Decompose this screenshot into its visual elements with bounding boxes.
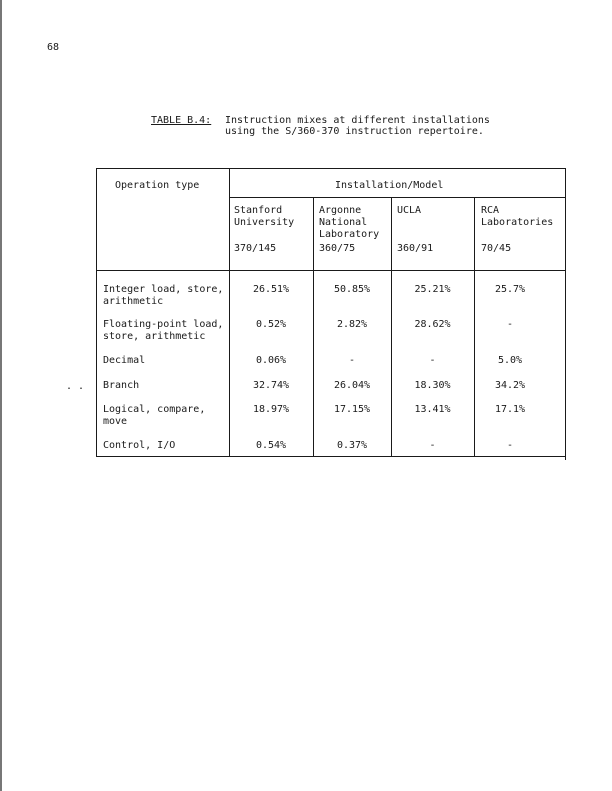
page-number: 68 [47, 42, 60, 53]
cell-value: - [506, 319, 514, 330]
margin-mark: . . [66, 381, 85, 392]
cell-value: 18.30% [414, 380, 451, 391]
cell-value: 0.37% [336, 440, 368, 451]
cell-value: 26.04% [333, 380, 371, 391]
cell-value: - [506, 440, 514, 451]
cell-value: 17.1% [494, 404, 526, 415]
row-operation: Floating-point load, store, arithmetic [103, 319, 224, 342]
row-operation: Control, I/O [103, 440, 176, 451]
cell-value: 2.82% [336, 319, 368, 330]
installation-name-stanford: Stanford University [234, 205, 295, 228]
table-border-right [565, 168, 566, 460]
group-header-divider [229, 197, 566, 198]
table-border-top [96, 168, 566, 169]
table-border-left [96, 168, 97, 457]
row-operation: Logical, compare, move [103, 404, 206, 427]
scan-edge [0, 0, 2, 791]
cell-value: 25.21% [414, 284, 451, 295]
cell-value: 17.15% [333, 404, 371, 415]
table-caption-label: TABLE B.4: [151, 115, 212, 126]
cell-value: 5.0% [497, 355, 523, 366]
cell-value: 32.74% [252, 380, 290, 391]
cell-value: 13.41% [414, 404, 451, 415]
cell-value: 0.52% [255, 319, 287, 330]
cell-value: - [348, 355, 356, 366]
cell-value: - [429, 440, 436, 451]
row-operation: Branch [103, 380, 140, 391]
cell-value: 26.51% [252, 284, 290, 295]
table-border-bottom [96, 456, 566, 457]
installation-model-rca: 70/45 [481, 243, 512, 254]
installation-name-rca: RCA Laboratories [481, 205, 554, 228]
cell-value: 18.97% [252, 404, 290, 415]
cell-value: 25.7% [494, 284, 526, 295]
installation-name-argonne: Argonne National Laboratory [319, 205, 380, 240]
cell-value: - [429, 355, 436, 366]
header-body-divider [96, 270, 566, 271]
installation-model-stanford: 370/145 [234, 243, 277, 254]
header-operation-type: Operation type [115, 180, 200, 191]
header-installation-model: Installation/Model [335, 180, 444, 191]
table-caption-line-2: using the S/360-370 instruction repertoire. [225, 126, 484, 137]
installation-name-ucla: UCLA [397, 205, 422, 216]
installation-model-ucla: 360/91 [397, 243, 434, 254]
installation-model-argonne: 360/75 [319, 243, 356, 254]
table-caption-line-1: Instruction mixes at different installations [225, 115, 490, 126]
cell-value: 34.2% [494, 380, 526, 391]
cell-value: 0.54% [255, 440, 287, 451]
row-operation: Decimal [103, 355, 146, 366]
cell-value: 50.85% [333, 284, 371, 295]
row-operation: Integer load, store, arithmetic [103, 284, 224, 307]
cell-value: 28.62% [414, 319, 451, 330]
cell-value: 0.06% [255, 355, 287, 366]
